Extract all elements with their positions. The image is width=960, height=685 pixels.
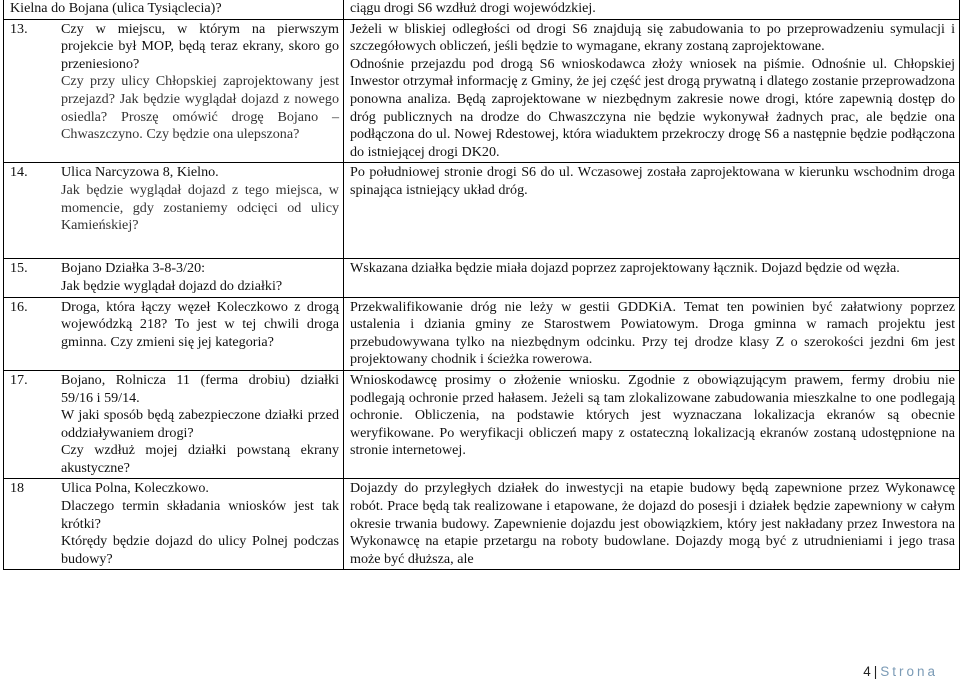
question-number: 17. — [10, 371, 28, 388]
answer-cell — [344, 479, 960, 570]
question-number: 14. — [10, 164, 28, 181]
answer-text: Przekwalifikowanie dróg nie leży w gestii GDDKiA. Temat ten powinien być załatwiony poprzez ustalenia i dziania gminy ze Starostwem Powiatowym. Droga gminna w ramach projektu jest przebudowywana tylko na niezbędnym odcinku. Przy tej drodze klasy Z o szerokości jezdni 6m jest projektowany chodnik i ścieżka rowerowa. — [350, 298, 955, 368]
question-text: Bojano Działka 3-8-3/20: — [61, 260, 206, 277]
answer-text: Wnioskodawcę prosimy o złożenie wniosku. Zgodnie z obowiązującym prawem, fermy drobiu nie podlegają ochronie przed hałasem. Jeżeli są tam zlokalizowane zabudowania mieszkalne to one podlegają ochronie. Obliczenia, na podstawie których jest wyznaczana lokalizacja ekranów są obecnie weryfikowane. Po weryfikacji obliczeń mapy z ostateczną lokalizacją ekranów zostaną udostępnione na stronie internetowej. — [350, 371, 955, 459]
question-text: Dlaczego termin składania wniosków jest tak krótki? — [61, 498, 339, 532]
footer-separator: | — [873, 664, 878, 679]
answer-cell — [344, 19, 960, 163]
answer-text: Jeżeli w bliskiej odległości od drogi S6 znajdują się zabudowania to po przeprowadzeniu symulacji i szczegółowych obliczeń, jeśli będzie to wymagane, ekrany zostaną zaprojektowane. — [350, 20, 955, 55]
answer-text: Odnośnie przejazdu pod drogą S6 wnioskodawca złoży wniosek na piśmie. Odnośnie ul. Chłopskiej Inwestor otrzymał informację z Gminy, że jej część jest drogą prywatną i dlatego zostanie przeprowadzona ponowna analiza. Będą zaprojektowane w niezbędnym zakresie nowe drogi, które zapewnią dostęp do dróg publicznych na drodze do Chwaszczyna nie będzie wykonywał żadnych prac, ale będzie ona podłączona do ul. Nowej Rdestowej, która wiaduktem przekroczy drogę S6 a następnie będzie podłączona do istniejącej drogi DK20. — [350, 55, 955, 160]
question-number: 18 — [10, 480, 25, 497]
question-text: Kielna do Bojana (ulica Tysiąclecia)? — [10, 0, 222, 16]
table-row — [4, 370, 960, 479]
question-text: Ulica Polna, Koleczkowo. — [61, 480, 209, 497]
question-text: Droga, która łączy węzeł Koleczkowo z drogą wojewódzką 218? To jest w tej chwili droga gminna. Czy zmieni się jej kategoria? — [61, 298, 339, 350]
question-number: 15. — [10, 260, 28, 277]
answer-text: Wskazana działka będzie miała dojazd poprzez zaprojektowany łącznik. Dojazd będzie od węzła. — [350, 260, 900, 277]
table-row — [4, 479, 960, 570]
footer-label: Strona — [880, 664, 938, 679]
question-cell — [4, 259, 344, 297]
question-text: Bojano, Rolnicza 11 (ferma drobiu) działki 59/16 i 59/14. — [61, 371, 339, 406]
question-text: Czy przy ulicy Chłopskiej zaprojektowany jest przejazd? Jak będzie wyglądał dojazd z nowego osiedla? Proszę omówić drogę Bojano – Chwaszczyno. Czy będzie ona ulepszona? — [61, 73, 339, 143]
question-cell — [4, 370, 344, 479]
answer-text: Dojazdy do przyległych działek do inwestycji na etapie budowy będą zapewnione przez Wykonawcę robót. Prace będą tak realizowane i etapowane, że dojazd do posesji i działek będzie zapewniony w całym okresie trwania budowy. Zapewnienie dojazdu jest obowiązkiem, który jest nakładany przez Inwestora na Wykonawcę na etapie przetargu na roboty budowlane. Dojazdy mogą być z utrudnieniami i jego trasa może być dłuższa, ale — [350, 480, 955, 567]
page-footer — [863, 664, 938, 679]
answer-cell — [344, 297, 960, 370]
table-row — [4, 297, 960, 370]
question-text: Czy wzdłuż mojej działki powstaną ekrany akustyczne? — [61, 442, 339, 476]
answer-cell — [344, 259, 960, 297]
answer-cell — [344, 0, 960, 19]
qa-table — [3, 0, 960, 570]
question-text: W jaki sposób będą zabezpieczone działki przed oddziaływaniem drogi? — [61, 407, 339, 441]
question-number: 13. — [10, 20, 28, 37]
table-row — [4, 19, 960, 163]
question-text: Jak będzie wyglądał dojazd do działki? — [61, 277, 283, 294]
question-number: 16. — [10, 298, 28, 315]
table-row — [4, 163, 960, 259]
question-text: Czy w miejscu, w którym na pierwszym projekcie był MOP, będą teraz ekrany, skoro go przeniesiono? — [61, 20, 339, 72]
question-text: Jak będzie wyglądał dojazd z tego miejsca, w momencie, gdy zostaniemy odcięci od ulicy Kamieńskiej? — [61, 181, 339, 234]
question-cell — [4, 19, 344, 163]
answer-text: Po południowej stronie drogi S6 do ul. Wczasowej została zaprojektowana w kierunku wschodnim droga spinająca istniejący układ dróg. — [350, 164, 955, 198]
table-row — [4, 259, 960, 297]
page-number: 4 — [863, 664, 871, 679]
question-text: Ulica Narcyzowa 8, Kielno. — [61, 164, 219, 181]
answer-cell — [344, 370, 960, 479]
question-cell — [4, 0, 344, 19]
question-cell — [4, 479, 344, 570]
answer-cell — [344, 163, 960, 259]
answer-text: ciągu drogi S6 wzdłuż drogi wojewódzkiej. — [350, 0, 596, 16]
question-cell — [4, 163, 344, 259]
question-cell — [4, 297, 344, 370]
question-text: Którędy będzie dojazd do ulicy Polnej podczas budowy? — [61, 533, 339, 567]
table-row — [4, 0, 960, 19]
